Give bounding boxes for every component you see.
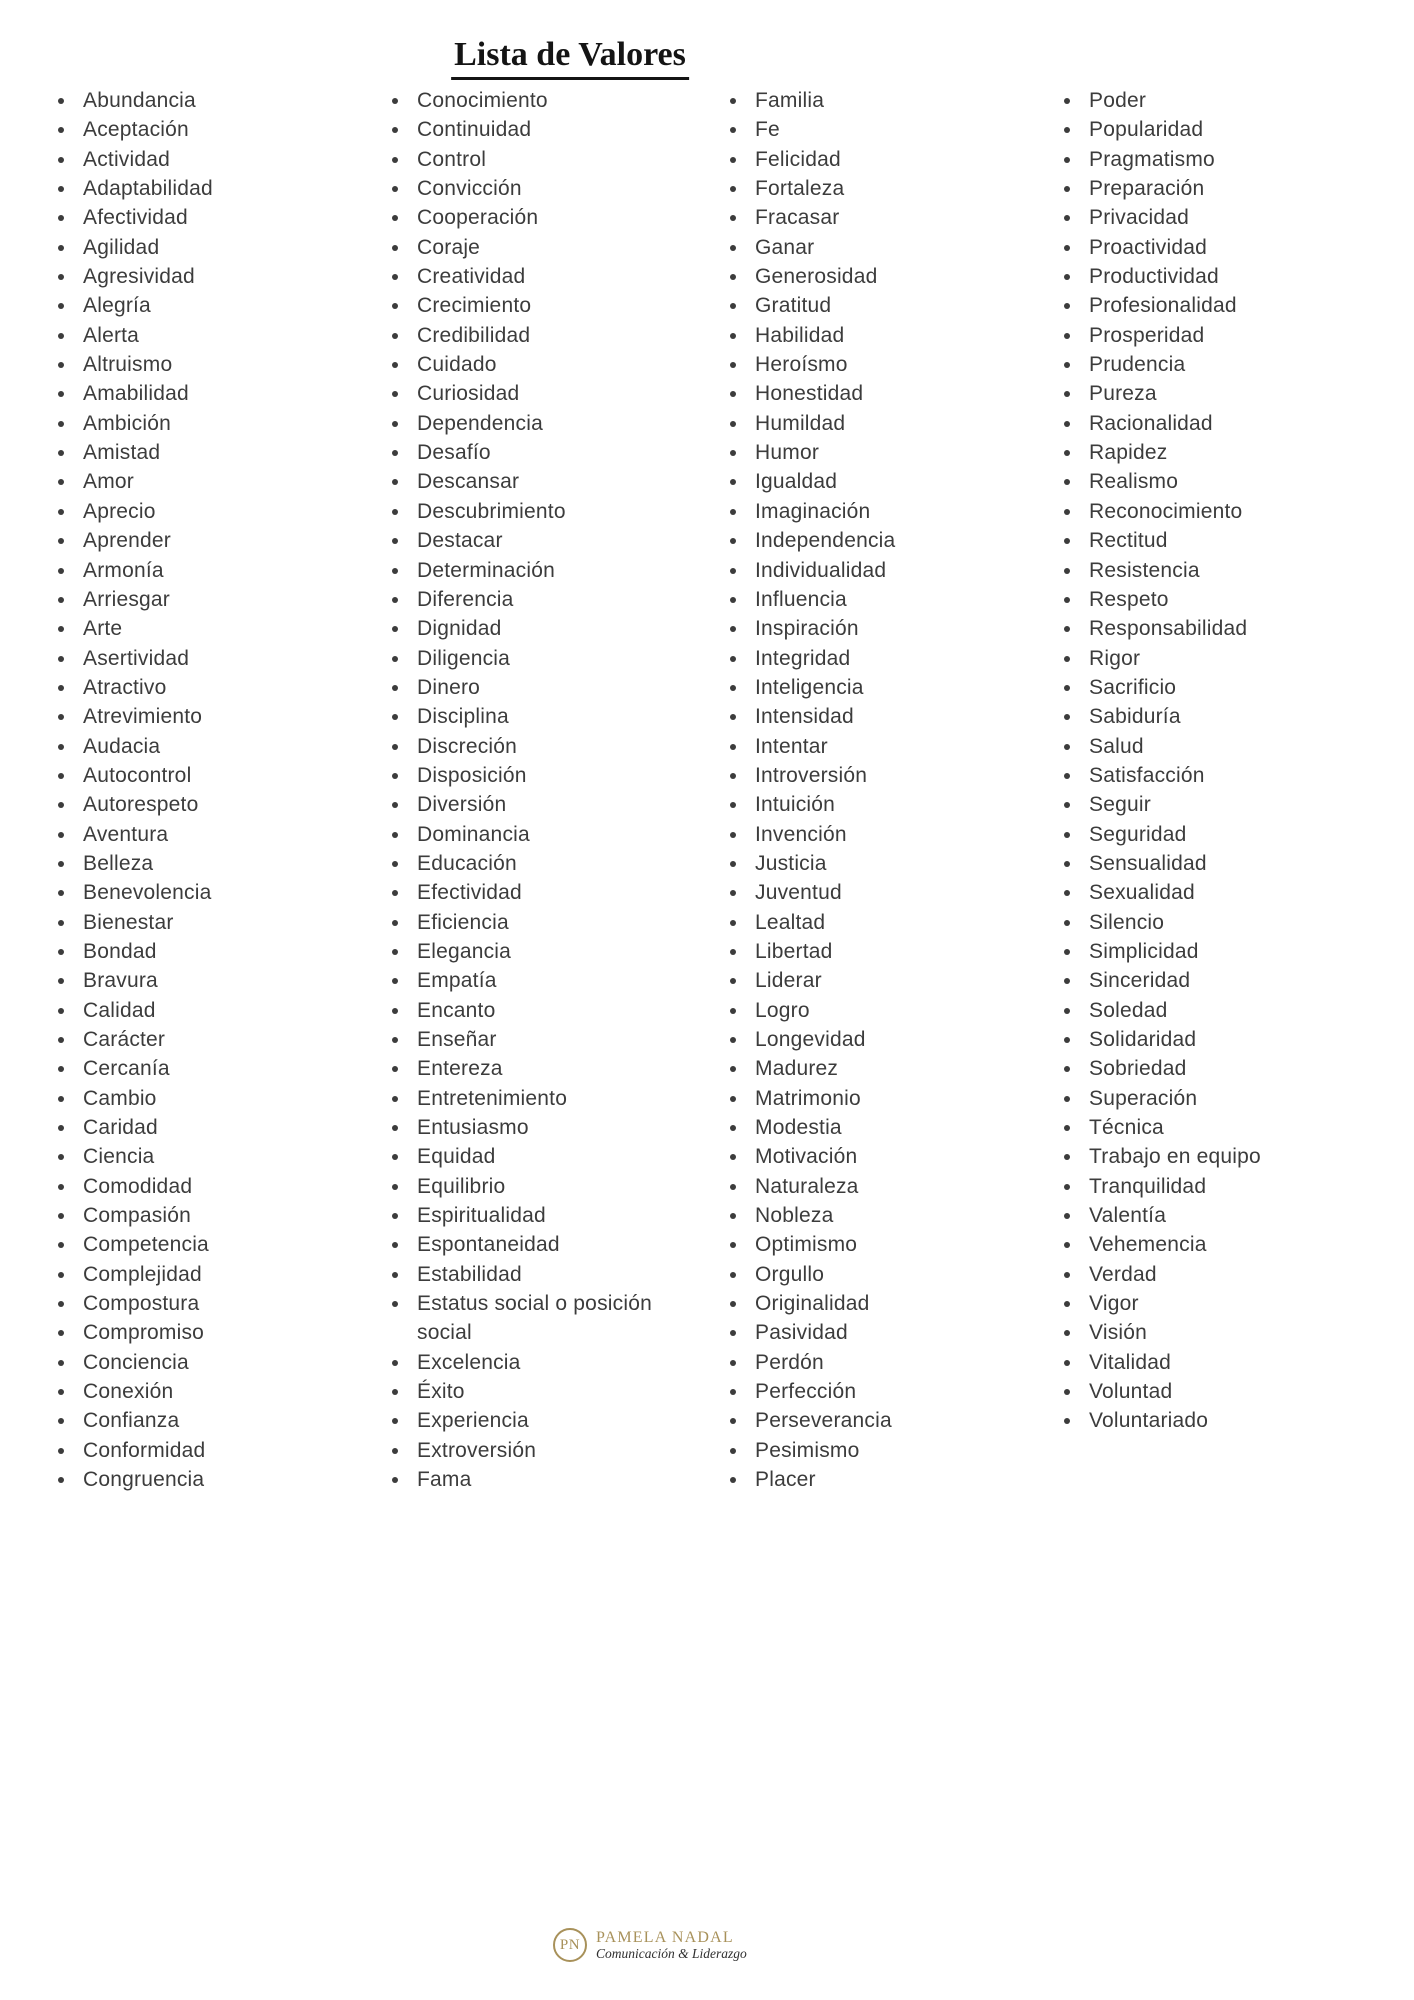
value-item: Convicción: [390, 174, 682, 203]
value-item: Extroversión: [390, 1436, 682, 1465]
value-item: Resistencia: [1062, 556, 1397, 585]
value-item: Fe: [728, 115, 1038, 144]
value-item: Matrimonio: [728, 1084, 1038, 1113]
value-item: Satisfacción: [1062, 761, 1397, 790]
value-item: Inspiración: [728, 614, 1038, 643]
value-item: Fortaleza: [728, 174, 1038, 203]
value-item: Privacidad: [1062, 203, 1397, 232]
value-item: Equilibrio: [390, 1172, 682, 1201]
value-item: Control: [390, 145, 682, 174]
value-item: Perfección: [728, 1377, 1038, 1406]
value-item: Continuidad: [390, 115, 682, 144]
value-item: Autorespeto: [56, 790, 356, 819]
value-item: Diversión: [390, 790, 682, 819]
value-item: Seguir: [1062, 790, 1397, 819]
value-item: Amor: [56, 467, 356, 496]
value-item: Comodidad: [56, 1172, 356, 1201]
value-item: Aprender: [56, 526, 356, 555]
value-item: Determinación: [390, 556, 682, 585]
value-item: Compasión: [56, 1201, 356, 1230]
value-item: Espiritualidad: [390, 1201, 682, 1230]
value-item: Pragmatismo: [1062, 145, 1397, 174]
brand-footer: [553, 1928, 747, 1962]
value-item: Conocimiento: [390, 86, 682, 115]
value-item: Optimismo: [728, 1230, 1038, 1259]
value-item: Intentar: [728, 732, 1038, 761]
value-item: Bravura: [56, 966, 356, 995]
value-item: Aventura: [56, 820, 356, 849]
values-column-3: [728, 86, 1038, 1495]
value-item: Seguridad: [1062, 820, 1397, 849]
value-item: Encanto: [390, 996, 682, 1025]
value-item: Aceptación: [56, 115, 356, 144]
value-item: Gratitud: [728, 291, 1038, 320]
value-item: Afectividad: [56, 203, 356, 232]
value-item: Descubrimiento: [390, 497, 682, 526]
value-item: Fracasar: [728, 203, 1038, 232]
value-item: Disposición: [390, 761, 682, 790]
value-item: Preparación: [1062, 174, 1397, 203]
value-item: Responsabilidad: [1062, 614, 1397, 643]
value-item: Competencia: [56, 1230, 356, 1259]
value-item: Perdón: [728, 1348, 1038, 1377]
value-item: Vitalidad: [1062, 1348, 1397, 1377]
value-item: Adaptabilidad: [56, 174, 356, 203]
brand-name: PAMELA NADAL: [596, 1928, 734, 1946]
value-item: Audacia: [56, 732, 356, 761]
value-item: Pureza: [1062, 379, 1397, 408]
value-item: Excelencia: [390, 1348, 682, 1377]
value-item: Arte: [56, 614, 356, 643]
value-item: Eficiencia: [390, 908, 682, 937]
value-item: Productividad: [1062, 262, 1397, 291]
value-item: Credibilidad: [390, 321, 682, 350]
value-item: Honestidad: [728, 379, 1038, 408]
value-item: Cambio: [56, 1084, 356, 1113]
value-item: Voluntariado: [1062, 1406, 1397, 1435]
value-item: Descansar: [390, 467, 682, 496]
value-item: Cercanía: [56, 1054, 356, 1083]
value-item: Ciencia: [56, 1142, 356, 1171]
value-item: Destacar: [390, 526, 682, 555]
value-item: Sacrificio: [1062, 673, 1397, 702]
value-item: Bienestar: [56, 908, 356, 937]
value-item: Compostura: [56, 1289, 356, 1318]
value-item: Racionalidad: [1062, 409, 1397, 438]
value-item: Libertad: [728, 937, 1038, 966]
value-item: Humildad: [728, 409, 1038, 438]
value-item: Orgullo: [728, 1260, 1038, 1289]
value-item: Creatividad: [390, 262, 682, 291]
value-item: Ambición: [56, 409, 356, 438]
value-item: Superación: [1062, 1084, 1397, 1113]
logo-initials: PN: [559, 1936, 581, 1953]
value-item: Sobriedad: [1062, 1054, 1397, 1083]
value-item: Invención: [728, 820, 1038, 849]
value-item: Bondad: [56, 937, 356, 966]
value-item: Inteligencia: [728, 673, 1038, 702]
value-item: Introversión: [728, 761, 1038, 790]
value-item: Proactividad: [1062, 233, 1397, 262]
value-item: Nobleza: [728, 1201, 1038, 1230]
value-item: Coraje: [390, 233, 682, 262]
value-item: Liderar: [728, 966, 1038, 995]
brand-text-block: [596, 1930, 747, 1961]
value-item: Desafío: [390, 438, 682, 467]
value-item: Entereza: [390, 1054, 682, 1083]
value-item: Humor: [728, 438, 1038, 467]
value-item: Rapidez: [1062, 438, 1397, 467]
value-item: Dinero: [390, 673, 682, 702]
value-item: Intuición: [728, 790, 1038, 819]
value-item: Conexión: [56, 1377, 356, 1406]
value-item: Curiosidad: [390, 379, 682, 408]
value-item: Pesimismo: [728, 1436, 1038, 1465]
value-item: Abundancia: [56, 86, 356, 115]
value-item: Popularidad: [1062, 115, 1397, 144]
value-item: Confianza: [56, 1406, 356, 1435]
value-item: Felicidad: [728, 145, 1038, 174]
value-item: Familia: [728, 86, 1038, 115]
value-item: Habilidad: [728, 321, 1038, 350]
value-item: Calidad: [56, 996, 356, 1025]
value-item: Generosidad: [728, 262, 1038, 291]
value-item: Técnica: [1062, 1113, 1397, 1142]
value-item: Cooperación: [390, 203, 682, 232]
value-item: Profesionalidad: [1062, 291, 1397, 320]
value-item: Dominancia: [390, 820, 682, 849]
value-item: Prudencia: [1062, 350, 1397, 379]
value-item: Sabiduría: [1062, 702, 1397, 731]
value-item: Amistad: [56, 438, 356, 467]
value-item: Elegancia: [390, 937, 682, 966]
value-item: Entretenimiento: [390, 1084, 682, 1113]
value-item: Rigor: [1062, 644, 1397, 673]
value-item: Heroísmo: [728, 350, 1038, 379]
value-item: Agilidad: [56, 233, 356, 262]
value-item: Efectividad: [390, 878, 682, 907]
value-item: Igualdad: [728, 467, 1038, 496]
value-item: Lealtad: [728, 908, 1038, 937]
value-item: Congruencia: [56, 1465, 356, 1494]
value-item: Madurez: [728, 1054, 1038, 1083]
value-item: Crecimiento: [390, 291, 682, 320]
value-item: Pasividad: [728, 1318, 1038, 1347]
page-title: Lista de Valores: [451, 38, 689, 80]
value-item: Disciplina: [390, 702, 682, 731]
value-item: Estatus social o posición social: [390, 1289, 682, 1348]
value-item: Arriesgar: [56, 585, 356, 614]
value-item: Respeto: [1062, 585, 1397, 614]
value-item: Sensualidad: [1062, 849, 1397, 878]
value-item: Autocontrol: [56, 761, 356, 790]
value-item: Éxito: [390, 1377, 682, 1406]
value-item: Experiencia: [390, 1406, 682, 1435]
value-item: Solidaridad: [1062, 1025, 1397, 1054]
value-item: Intensidad: [728, 702, 1038, 731]
value-item: Belleza: [56, 849, 356, 878]
value-item: Realismo: [1062, 467, 1397, 496]
value-item: Valentía: [1062, 1201, 1397, 1230]
value-item: Alerta: [56, 321, 356, 350]
value-item: Altruismo: [56, 350, 356, 379]
value-item: Naturaleza: [728, 1172, 1038, 1201]
value-item: Simplicidad: [1062, 937, 1397, 966]
value-item: Actividad: [56, 145, 356, 174]
value-item: Independencia: [728, 526, 1038, 555]
value-item: Conformidad: [56, 1436, 356, 1465]
value-item: Equidad: [390, 1142, 682, 1171]
value-item: Sinceridad: [1062, 966, 1397, 995]
value-item: Poder: [1062, 86, 1397, 115]
pn-logo-icon: [553, 1928, 587, 1962]
value-item: Carácter: [56, 1025, 356, 1054]
value-item: Salud: [1062, 732, 1397, 761]
value-item: Integridad: [728, 644, 1038, 673]
value-item: Individualidad: [728, 556, 1038, 585]
value-item: Educación: [390, 849, 682, 878]
value-item: Rectitud: [1062, 526, 1397, 555]
values-column-1: [56, 86, 356, 1495]
value-item: Tranquilidad: [1062, 1172, 1397, 1201]
values-column-2: [390, 86, 682, 1495]
value-item: Espontaneidad: [390, 1230, 682, 1259]
value-item: Fama: [390, 1465, 682, 1494]
value-item: Motivación: [728, 1142, 1038, 1171]
values-column-4: [1062, 86, 1397, 1436]
value-item: Caridad: [56, 1113, 356, 1142]
value-item: Amabilidad: [56, 379, 356, 408]
value-item: Cuidado: [390, 350, 682, 379]
value-item: Atractivo: [56, 673, 356, 702]
value-item: Dependencia: [390, 409, 682, 438]
value-item: Discreción: [390, 732, 682, 761]
value-item: Imaginación: [728, 497, 1038, 526]
value-item: Longevidad: [728, 1025, 1038, 1054]
brand-tagline: Comunicación & Liderazgo: [596, 1945, 747, 1961]
value-item: Ganar: [728, 233, 1038, 262]
value-item: Sexualidad: [1062, 878, 1397, 907]
value-item: Verdad: [1062, 1260, 1397, 1289]
value-item: Diferencia: [390, 585, 682, 614]
value-item: Asertividad: [56, 644, 356, 673]
value-item: Originalidad: [728, 1289, 1038, 1318]
value-item: Atrevimiento: [56, 702, 356, 731]
value-item: Enseñar: [390, 1025, 682, 1054]
value-item: Alegría: [56, 291, 356, 320]
value-item: Armonía: [56, 556, 356, 585]
value-item: Complejidad: [56, 1260, 356, 1289]
value-item: Prosperidad: [1062, 321, 1397, 350]
value-item: Silencio: [1062, 908, 1397, 937]
value-item: Diligencia: [390, 644, 682, 673]
value-item: Dignidad: [390, 614, 682, 643]
value-item: Reconocimiento: [1062, 497, 1397, 526]
value-item: Trabajo en equipo: [1062, 1142, 1397, 1171]
value-item: Perseverancia: [728, 1406, 1038, 1435]
value-item: Logro: [728, 996, 1038, 1025]
value-item: Benevolencia: [56, 878, 356, 907]
value-item: Placer: [728, 1465, 1038, 1494]
value-item: Juventud: [728, 878, 1038, 907]
value-item: Agresividad: [56, 262, 356, 291]
value-item: Visión: [1062, 1318, 1397, 1347]
value-item: Voluntad: [1062, 1377, 1397, 1406]
value-item: Soledad: [1062, 996, 1397, 1025]
value-item: Compromiso: [56, 1318, 356, 1347]
value-item: Vehemencia: [1062, 1230, 1397, 1259]
value-item: Aprecio: [56, 497, 356, 526]
value-item: Entusiasmo: [390, 1113, 682, 1142]
value-item: Justicia: [728, 849, 1038, 878]
value-item: Empatía: [390, 966, 682, 995]
value-item: Estabilidad: [390, 1260, 682, 1289]
value-item: Conciencia: [56, 1348, 356, 1377]
value-item: Influencia: [728, 585, 1038, 614]
value-item: Vigor: [1062, 1289, 1397, 1318]
value-item: Modestia: [728, 1113, 1038, 1142]
